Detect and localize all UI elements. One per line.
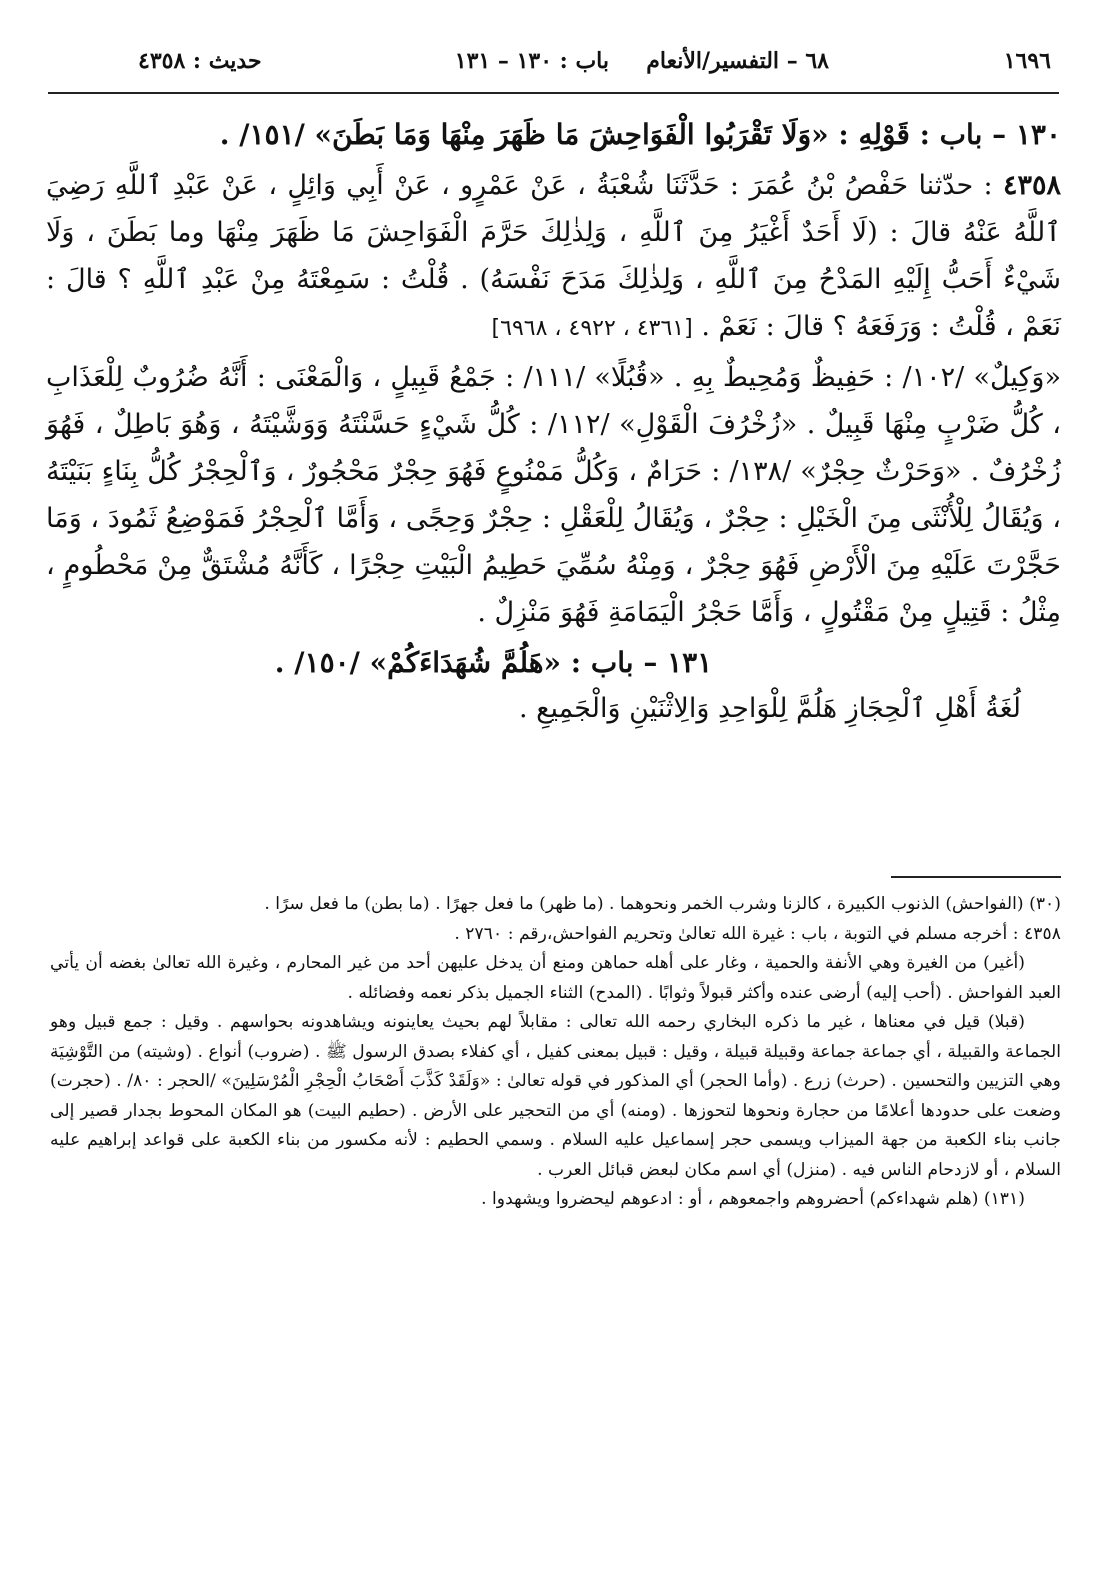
header-rule xyxy=(48,92,1059,94)
hadith-number-inline: ٤٣٥٨ xyxy=(1002,170,1061,201)
footnote-30: (٣٠) (الفواحش) الذنوب الكبيرة ، كالزنا وشرب الخمر ونحوهما . (ما ظهر) ما فعل جهرًا . (ما بطن) ما فعل سرًا . xyxy=(264,894,1061,914)
section-131-heading xyxy=(46,640,1061,686)
footnotes xyxy=(50,890,1061,1215)
running-header xyxy=(48,38,1059,90)
hadith-cross-refs: [٤٣٦١ ، ٤٩٢٢ ، ٦٩٦٨] xyxy=(491,316,693,341)
hadith-text: : حدّثنا حَفْصُ بْنُ عُمَرَ : حَدَّثَنَا شُعْبَةُ ، عَنْ عَمْرٍو ، عَنْ أَبِي وَائِلٍ ، عَنْ عَبْدِ ٱللَّهِ رَضِيَ ٱللَّهُ عَنْهُ قالَ : (لَا أَحَدٌ أَغْيَرُ مِنَ ٱللَّهِ ، وَلِذٰلِكَ حَرَّمَ الْفَوَاحِشَ مَا ظَهَرَ مِنْهَا وما بَطَنَ ، وَلَا شَيْءٌ أَحَبُّ إِلَيْهِ المَدْحُ مِنَ ٱللَّهِ ، وَلِذٰلِكَ مَدَحَ نَفْسَهُ) . قُلْتُ : سَمِعْتَهُ مِنْ عَبْدِ ٱللَّهِ ؟ قالَ : نَعَمْ ، قُلْتُ : وَرَفَعَهُ ؟ قالَ : نَعَمْ . xyxy=(46,170,1061,342)
page-number: ١٦٩٦ xyxy=(1003,48,1051,74)
section-131-label: ١٣١ – باب : xyxy=(570,646,713,679)
main-text xyxy=(46,112,1061,732)
section-131-quote: «هَلُمَّ شُهَدَاءَكُمْ» xyxy=(369,646,562,679)
footnote-aghyar: (أغير) من الغيرة وهي الأنفة والحمية ، وغار على أهله حماهن ومنع أن يدخل عليهن أحد من غير المحارم ، وغيرة الله تعالىٰ بغضه أن يأتي العبد الفواحش . (أحب إليه) أرضى عنده وأكثر قبولاً وثوابًا . (المدح) الثناء الجميل بذكر نعمه وفضائله . xyxy=(50,953,1061,1003)
hadith-paragraph xyxy=(46,162,1061,352)
section-130-label: ١٣٠ – باب : قَوْلِهِ : xyxy=(838,118,1061,151)
footnote-131: (١٣١) (هلم شهداءكم) أحضروهم واجمعوهم ، أو : ادعوهم ليحضروا ويشهدوا . xyxy=(481,1189,1025,1209)
lugha-line: لُغَةُ أَهْلِ ٱلْحِجَازِ هَلُمَّ لِلْوَاحِدِ وَالِاثْنَيْنِ وَالْجَمِيعِ . xyxy=(519,693,1021,724)
vocabulary-paragraph: «وَكِيلٌ» /١٠٢/ : حَفِيظٌ وَمُحِيطٌ بِهِ . «قُبُلًا» /١١١/ : جَمْعُ قَبِيلٍ ، وَالْمَعْنَى : أَنَّهُ ضُرُوبٌ لِلْعَذَابِ ، كُلُّ ضَرْبٍ مِنْهَا قَبِيلٌ . «زُخْرُفَ الْقَوْلِ» /١١٢/ : كُلُّ شَيْءٍ حَسَّنْتَهُ وَوَشَّيْتَهُ ، وَهُوَ بَاطِلٌ ، فَهُوَ زُخْرُفٌ . «وَحَرْثٌ حِجْرٌ» /١٣٨/ : حَرَامٌ ، وَكُلُّ مَمْنُوعٍ فَهُوَ حِجْرٌ مَحْجُورٌ ، وَٱلْحِجْرُ كُلُّ بِنَاءٍ بَنَيْتَهُ ، وَيُقَالُ لِلْأُنْثَى مِنَ الْخَيْلِ : حِجْرٌ ، وَيُقَالُ لِلْعَقْلِ : حِجْرٌ وَحِجًى ، وَأَمَّا ٱلْحِجْرُ فَمَوْضِعُ ثَمُودَ ، وَمَا حَجَّرْتَ عَلَيْهِ مِنَ الْأَرْضِ فَهُوَ حِجْرٌ ، وَمِنْهُ سُمِّيَ حَطِيمُ الْبَيْتِ حِجْرًا ، كَأَنَّهُ مُشْتَقٌّ مِنْ مَحْطُومٍ ، مِثْلُ : قَتِيلٍ مِنْ مَقْتُولٍ ، وَأَمَّا حَجْرُ الْيَمَامَةِ فَهُوَ مَنْزِلٌ . xyxy=(46,362,1062,628)
hadith-number: حديث : ٤٣٥٨ xyxy=(138,48,262,74)
footnote-4358: ٤٣٥٨ : أخرجه مسلم في التوبة ، باب : غيرة الله تعالىٰ وتحريم الفواحش،رقم : ٢٧٦٠ . xyxy=(454,923,1061,944)
section-130-quote: «وَلَا تَقْرَبُوا الْفَوَاحِشَ مَا ظَهَرَ مِنْهَا وَمَا بَطَنَ» xyxy=(314,118,829,151)
bab-range: باب : ١٣٠ – ١٣١ xyxy=(454,48,609,74)
footnote-rule xyxy=(891,876,1061,878)
section-131-verse-ref: /١٥٠/ . xyxy=(274,646,360,679)
footnote-qubulan: (قبلا) قيل في معناها ، غير ما ذكره البخاري رحمه الله تعالى : مقابلاً لهم بحيث يعاينونه ويشاهدونه بحواسهم . وقيل : جمع قبيل وهو الجماعة والقبيلة ، أي جماعة جماعة وقبيلة قبيلة ، وقيل : قبيل بمعنى كفيل ، أي كفلاء بصدق الرسول ﷺ . (ضروب) أنواع . (وشيته) من التَّوْشِيَة وهي التزيين والتحسين . (حرث) زرع . (وأما الحجر) أي المذكور في قوله تعالىٰ : «وَلَقَدْ كَذَّبَ أَصْحَابُ الْحِجْرِ الْمُرْسَلِينَ» /الحجر : ٨٠/ . (حجرت) وضعت على حدودها أعلامًا من حجارة ونحوها لتحوزها . (ومنه) أي من التحجير على الأرض . (حطيم البيت) هو المكان المحوط بجدار قصير إلى جانب بناء الكعبة من جهة الميزاب ويسمى حجر إسماعيل عليه السلام . وسمي الحطيم : لأنه مكسور من بناء الكعبة على قواعد إبراهيم عليه السلام ، أو لازدحام الناس فيه . (منزل) أي اسم مكان لبعض قبائل العرب . xyxy=(50,1012,1061,1180)
section-130-verse-ref: /١٥١/ . xyxy=(219,118,305,151)
chapter-title: ٦٨ – التفسير/الأنعام xyxy=(646,48,829,74)
section-130-heading xyxy=(46,112,1061,158)
